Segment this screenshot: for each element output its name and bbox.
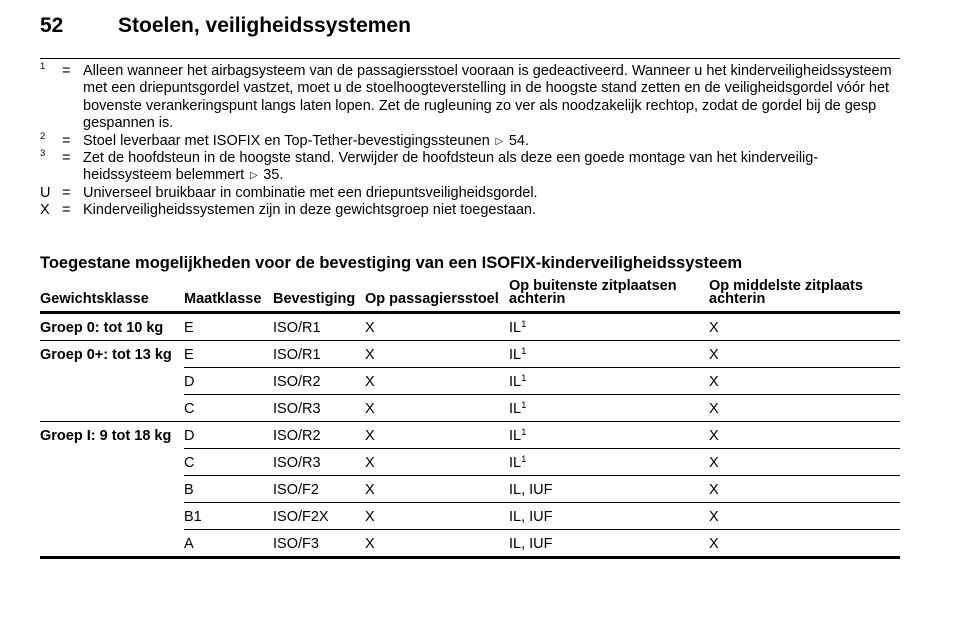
cell-fixture: ISO/F2X [273, 503, 365, 530]
page-number: 52 [40, 14, 64, 37]
footnote-key: 3 [40, 148, 46, 160]
table-row [40, 395, 900, 422]
cell-front-passenger-seat: X [365, 530, 509, 558]
cell-size-class: D [184, 422, 273, 449]
cell-size-class: E [184, 313, 273, 341]
cell-rear-outer-seats: $IL^1$ [509, 422, 709, 449]
triangle-right-icon: ▷ [249, 170, 258, 182]
cell-rear-outer-seats: $IL^1$ [509, 395, 709, 422]
table-row [40, 422, 900, 449]
col-header-rear-middle-seat: Op middelste zitplaats achterin [709, 280, 900, 313]
cell-size-class: B [184, 476, 273, 503]
footnote-key: 2 [40, 130, 46, 142]
footnote-item [40, 130, 900, 150]
cell-rear-outer-seats: $IL^1$ [509, 368, 709, 395]
table-row [40, 530, 900, 558]
cell-fixture: ISO/R1 [273, 341, 365, 368]
cell-rear-outer-seats: IL, IUF [509, 530, 709, 558]
cell-rear-middle-seat: X [709, 422, 900, 449]
footnote-text: Alleen wanneer het airbagsysteem van de passagiersstoel vooraan is gedeactiveerd. Wanneer u het kinderveiligheidssysteem met een driepuntsgordel vastzet, moet u de stoelhoogteverstelling in de hoogste stand zetten en de veiligheidsgordel vóór het bovenste verankeringspunt langs laten lopen. Zet de rugleuning zo ver als noodzakelijk rechtop, zodat de gordel bij de gesp gespannen is. [83, 63, 892, 132]
footnote-text: Kinderveiligheidssystemen zijn in deze gewichtsgroep niet toegestaan. [83, 202, 536, 219]
cell-rear-middle-seat: X [709, 341, 900, 368]
footnote-equals: = [62, 184, 71, 201]
cell-rear-middle-seat: X [709, 368, 900, 395]
cell-front-passenger-seat: X [365, 341, 509, 368]
cell-weight-class [40, 395, 184, 422]
cell-front-passenger-seat: X [365, 449, 509, 476]
cell-front-passenger-seat: X [365, 395, 509, 422]
table-row [40, 368, 900, 395]
col-header-size-class: Maatklasse [184, 280, 273, 313]
footnote-item [40, 202, 900, 219]
col-header-rear-outer-seats: Op buitenste zitplaatsen achterin [509, 280, 709, 313]
footnote-item [40, 185, 900, 202]
cell-front-passenger-seat: X [365, 476, 509, 503]
table-header-row [40, 280, 900, 313]
cell-front-passenger-seat: X [365, 503, 509, 530]
cell-size-class: B1 [184, 503, 273, 530]
footnote-equals: = [62, 132, 71, 149]
cell-front-passenger-seat: X [365, 368, 509, 395]
footnote-text: Zet de hoofdsteun in de hoogste stand. Verwijder de hoofdsteun als deze een goede montage van het kinderveiligheidssysteem belemmert ▷ 35. [83, 150, 819, 184]
cell-weight-class [40, 503, 184, 530]
footnote-equals: = [62, 150, 71, 167]
footnote-text: Universeel bruikbaar in combinatie met een driepuntsveiligheidsgordel. [83, 184, 538, 201]
cell-fixture: ISO/R3 [273, 395, 365, 422]
cell-rear-outer-seats: IL, IUF [509, 476, 709, 503]
cell-rear-middle-seat: X [709, 476, 900, 503]
cell-rear-middle-seat: X [709, 395, 900, 422]
cell-size-class: E [184, 341, 273, 368]
footnote-key: X [40, 202, 50, 219]
page-reference-link[interactable]: 54. [508, 132, 529, 149]
cell-rear-outer-seats: $IL^1$ [509, 313, 709, 341]
footnote-item [40, 150, 900, 185]
footnote-key: U [40, 184, 51, 201]
cell-fixture: ISO/R1 [273, 313, 365, 341]
col-header-front-passenger-seat: Op passagiersstoel [365, 280, 509, 313]
cell-rear-middle-seat: X [709, 503, 900, 530]
triangle-right-icon: ▷ [495, 135, 504, 147]
table-row [40, 449, 900, 476]
header-rule [40, 58, 900, 59]
footnote-equals: = [62, 63, 71, 79]
cell-weight-class: Groep 0: tot 10 kg [40, 313, 184, 341]
cell-weight-class [40, 368, 184, 395]
cell-rear-middle-seat: X [709, 449, 900, 476]
footnote-text: Stoel leverbaar met ISOFIX en Top-Tether-bevestigingssteunen ▷ 54. [83, 132, 529, 149]
isofix-table [40, 280, 900, 559]
cell-rear-outer-seats: $IL^1$ [509, 449, 709, 476]
cell-rear-middle-seat: X [709, 313, 900, 341]
section-heading: Toegestane mogelijkheden voor de bevestiging van een ISOFIX-kinderveiligheidssysteem [40, 254, 743, 272]
cell-size-class: C [184, 395, 273, 422]
cell-rear-outer-seats: $IL^1$ [509, 341, 709, 368]
table-row [40, 313, 900, 341]
cell-fixture: ISO/R3 [273, 449, 365, 476]
table-row [40, 341, 900, 368]
footnote-item [40, 63, 900, 133]
cell-size-class: D [184, 368, 273, 395]
cell-fixture: ISO/F2 [273, 476, 365, 503]
table-row [40, 503, 900, 530]
cell-front-passenger-seat: X [365, 313, 509, 341]
cell-weight-class [40, 449, 184, 476]
cell-fixture: ISO/R2 [273, 368, 365, 395]
cell-rear-middle-seat: X [709, 530, 900, 558]
page-title: Stoelen, veiligheidssystemen [118, 14, 411, 37]
cell-fixture: ISO/F3 [273, 530, 365, 558]
cell-weight-class [40, 530, 184, 558]
cell-front-passenger-seat: X [365, 422, 509, 449]
cell-rear-outer-seats: IL, IUF [509, 503, 709, 530]
col-header-weight-class: Gewichtsklasse [40, 280, 184, 313]
cell-weight-class: Groep 0+: tot 13 kg [40, 347, 172, 364]
cell-fixture: ISO/R2 [273, 422, 365, 449]
cell-weight-class [40, 476, 184, 503]
table-row [40, 476, 900, 503]
col-header-fixture: Bevestiging [273, 280, 365, 313]
footnote-key: 1 [40, 61, 46, 72]
cell-size-class: C [184, 449, 273, 476]
cell-size-class: A [184, 530, 273, 558]
page-reference-link[interactable]: 35. [263, 167, 284, 184]
footnote-equals: = [62, 202, 71, 219]
cell-weight-class: Groep I: 9 tot 18 kg [40, 428, 172, 445]
footnote-list [40, 63, 900, 220]
